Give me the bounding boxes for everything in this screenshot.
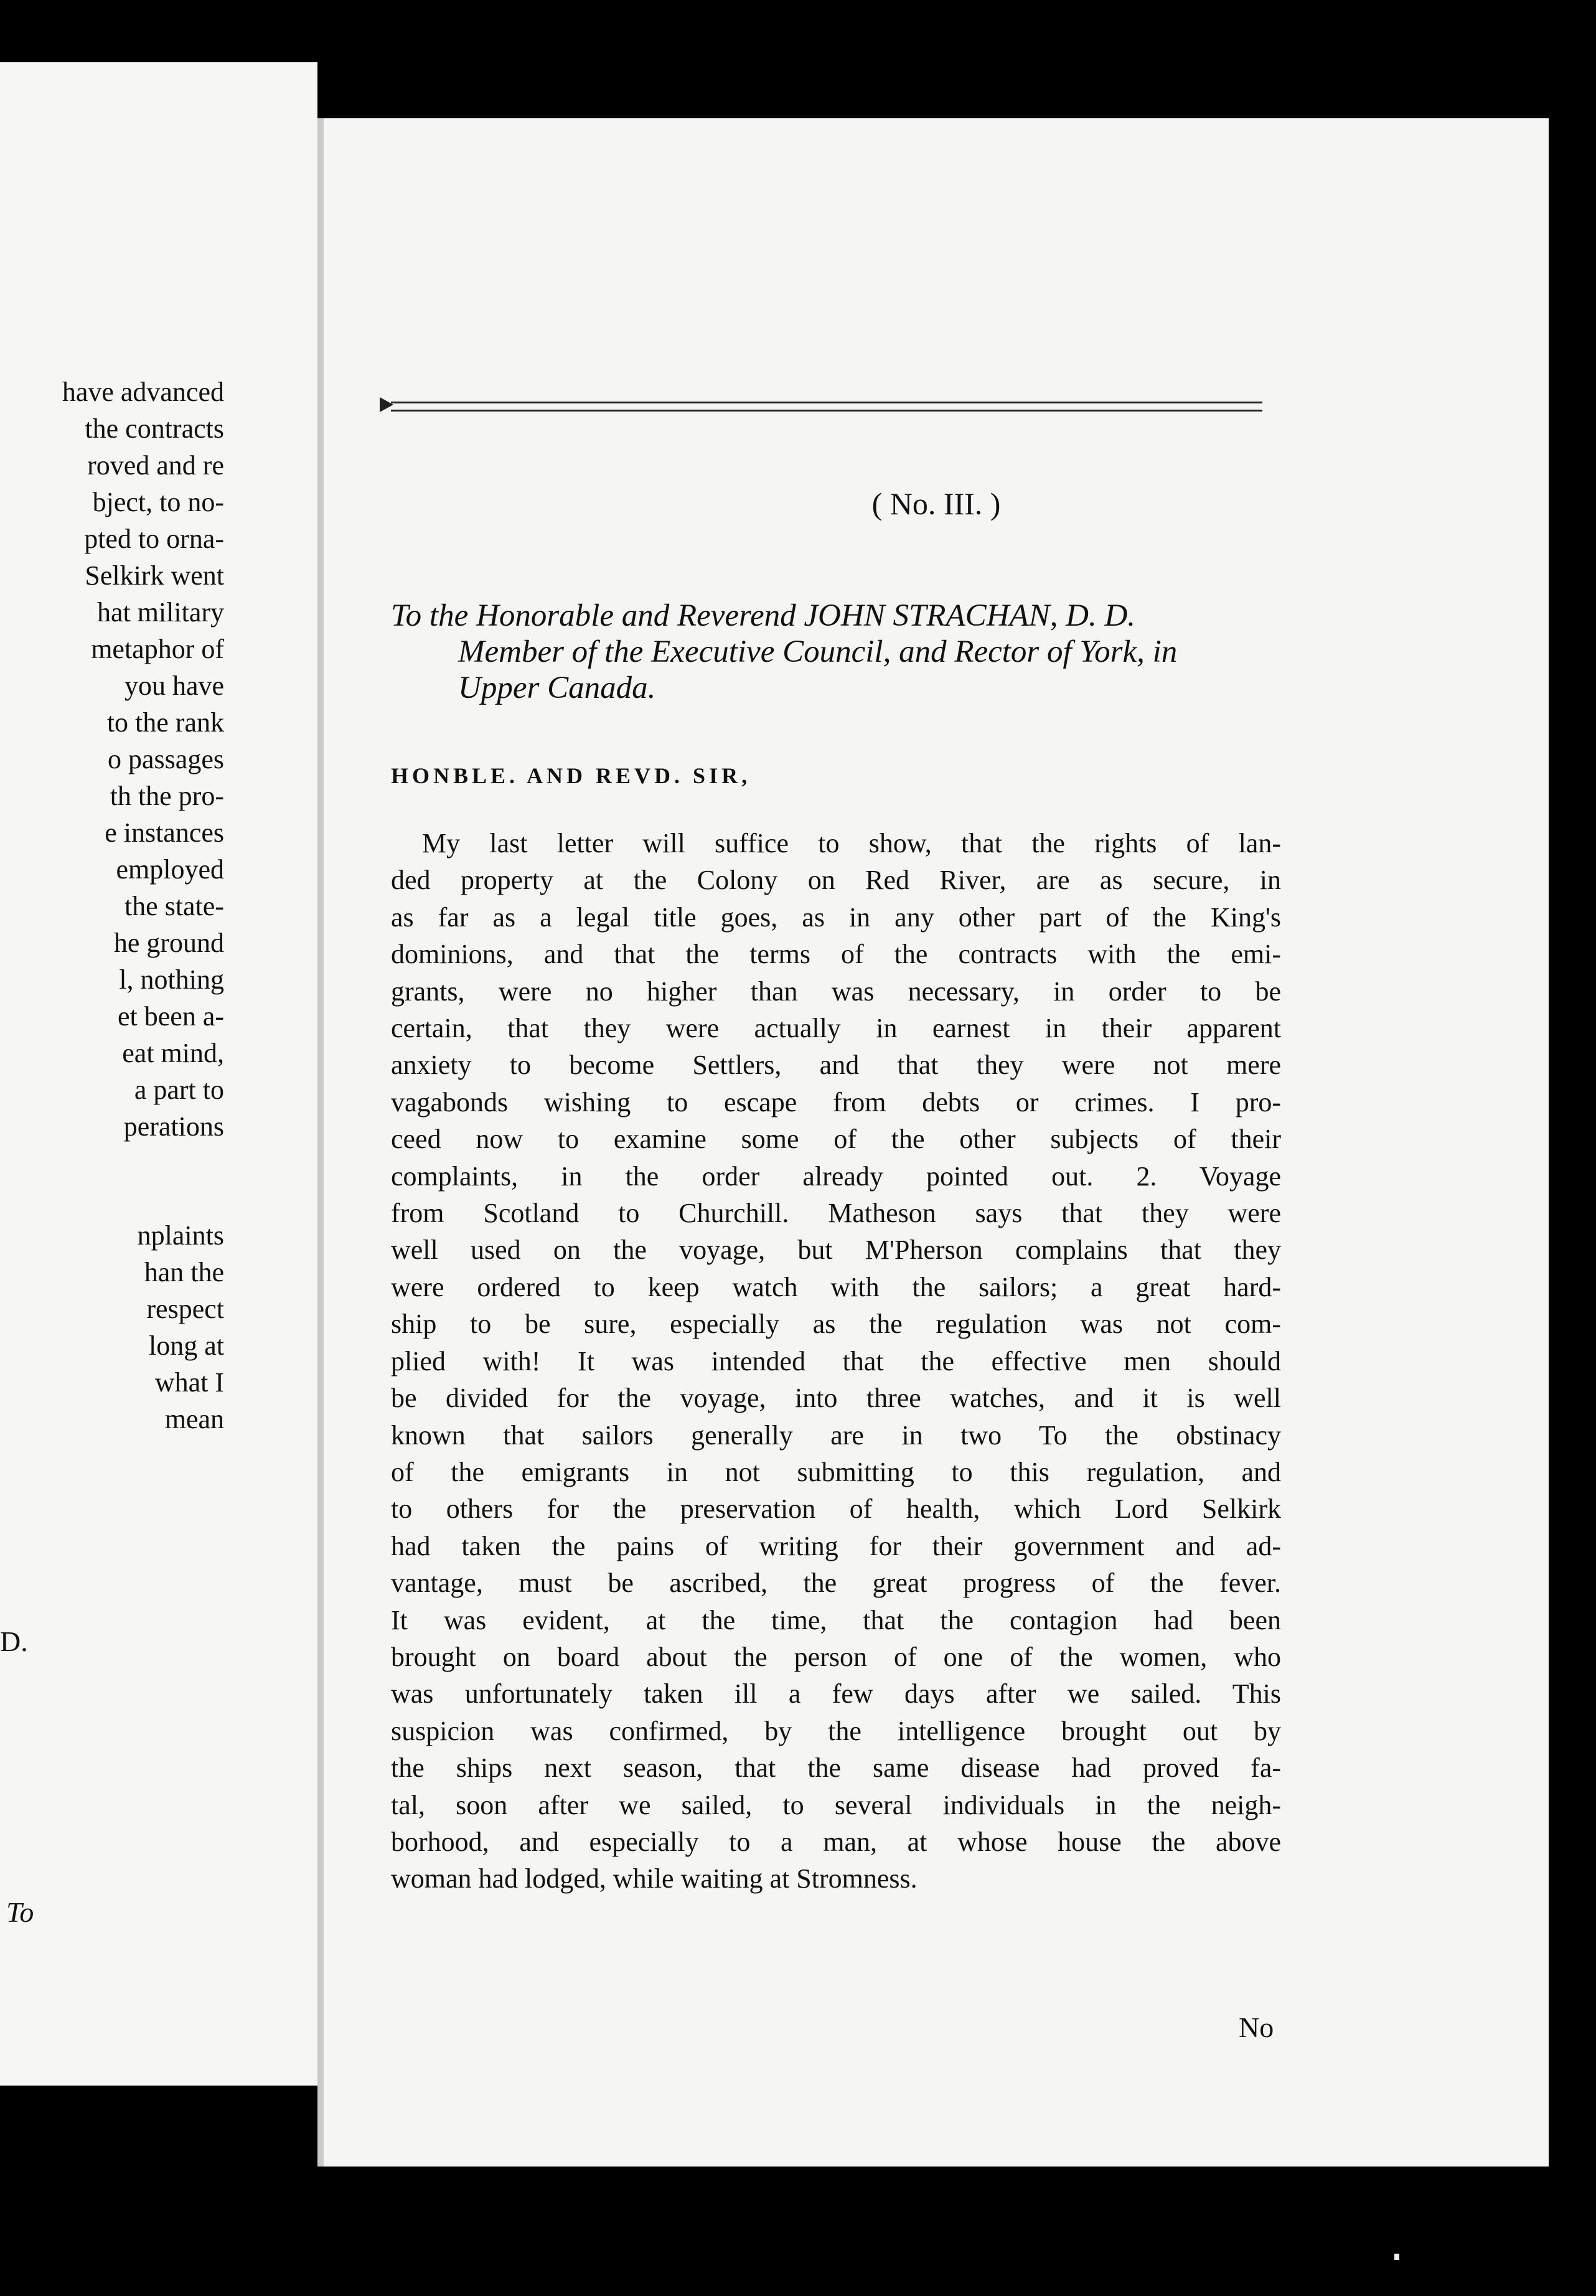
body-line: tal, soon after we sailed, to several individuals in the neigh- bbox=[391, 1789, 1281, 1820]
left-fragment-line: what I bbox=[154, 1367, 224, 1398]
left-fragment-line: he ground bbox=[113, 928, 224, 958]
left-fragment-line: l, nothing bbox=[119, 964, 224, 995]
left-fragment-line: pted to orna- bbox=[84, 524, 224, 554]
address-line-1: To the Honorable and Reverend JOHN STRACHAN, D. D. bbox=[391, 598, 1136, 633]
left-fragment-line: the contracts bbox=[85, 413, 224, 444]
body-line: known that sailors generally are in two To the obstinacy bbox=[391, 1419, 1281, 1451]
body-line: suspicion was confirmed, by the intelligence brought out by bbox=[391, 1715, 1281, 1746]
body-line: had taken the pains of writing for their government and ad- bbox=[391, 1530, 1281, 1561]
body-line: ceed now to examine some of the other subjects of their bbox=[391, 1124, 1281, 1155]
left-page-fragment-d: D. bbox=[0, 1626, 28, 1657]
letter-number: ( No. III. ) bbox=[871, 486, 1001, 521]
left-fragment-line: roved and re bbox=[87, 450, 224, 481]
letter-address bbox=[391, 598, 1275, 706]
address-line-2: Member of the Executive Council, and Rector of York, in bbox=[458, 634, 1178, 669]
left-fragment-line: employed bbox=[116, 854, 224, 885]
body-line: grants, were no higher than was necessary, in order to be bbox=[391, 976, 1281, 1007]
left-fragment-line: bject, to no- bbox=[92, 487, 224, 517]
left-fragment-line: mean bbox=[164, 1404, 224, 1434]
body-line: was unfortunately taken ill a few days after we sailed. This bbox=[391, 1678, 1281, 1710]
body-line: plied with! It was intended that the effective men should bbox=[391, 1345, 1281, 1376]
left-fragment-line: eat mind, bbox=[122, 1038, 224, 1068]
left-page bbox=[0, 62, 317, 2086]
left-fragment-line: et been a- bbox=[118, 1001, 224, 1032]
left-fragment-line: the state- bbox=[124, 891, 224, 921]
body-line: complaints, in the order already pointed out. 2. Voyage bbox=[391, 1160, 1281, 1192]
body-line: from Scotland to Churchill. Matheson says that they were bbox=[391, 1198, 1281, 1229]
body-line: dominions, and that the terms of the contracts with the emi- bbox=[391, 939, 1281, 970]
body-line: as far as a legal title goes, as in any other part of the King's bbox=[391, 901, 1281, 933]
left-fragment-line: hat military bbox=[96, 597, 224, 628]
body-line: certain, that they were actually in earnest in their apparent bbox=[391, 1013, 1281, 1044]
body-line: It was evident, at the time, that the contagion had been bbox=[391, 1604, 1281, 1635]
left-fragment-line: metaphor of bbox=[91, 634, 224, 664]
body-line: to others for the preservation of health, which Lord Selkirk bbox=[391, 1494, 1281, 1525]
body-line: of the emigrants in not submitting to this regulation, and bbox=[391, 1456, 1281, 1487]
catchword: No bbox=[1239, 2011, 1274, 2043]
right-page bbox=[324, 118, 1549, 2167]
body-line: My last letter will suffice to show, that the rights of lan- bbox=[422, 828, 1281, 859]
body-line: be divided for the voyage, into three watches, and it is well bbox=[391, 1383, 1281, 1414]
body-line: ship to be sure, especially as the regulation was not com- bbox=[391, 1309, 1281, 1340]
body-line: vantage, must be ascribed, the great progress of the fever. bbox=[391, 1568, 1281, 1599]
body-line: borhood, and especially to a man, at whose house the above bbox=[391, 1826, 1281, 1857]
body-line: well used on the voyage, but M'Pherson complains that they bbox=[391, 1235, 1281, 1266]
left-fragment-line: e instances bbox=[105, 817, 224, 848]
left-fragment-line: long at bbox=[149, 1330, 224, 1361]
body-line: woman had lodged, while waiting at Stromness. bbox=[391, 1863, 918, 1894]
left-fragment-line: o passages bbox=[108, 744, 224, 774]
left-fragment-line: to the rank bbox=[106, 707, 224, 738]
left-fragment-line: th the pro- bbox=[110, 781, 224, 811]
body-line: brought on board about the person of one of the women, who bbox=[391, 1641, 1281, 1672]
scan-speck bbox=[1394, 2254, 1399, 2260]
left-fragment-line: respect bbox=[146, 1294, 224, 1324]
left-fragment-line: nplaints bbox=[137, 1220, 224, 1251]
letter-body bbox=[391, 825, 1281, 1898]
salutation: HONBLE. AND REVD. SIR, bbox=[391, 763, 751, 788]
body-line: ded property at the Colony on Red River, are as secure, in bbox=[391, 865, 1281, 896]
left-fragment-line: you have bbox=[124, 670, 224, 701]
left-fragment-line: have advanced bbox=[62, 377, 224, 407]
left-fragment-line: Selkirk went bbox=[85, 560, 224, 591]
body-line: were ordered to keep watch with the sailors; a great hard- bbox=[391, 1271, 1281, 1302]
address-line-3: Upper Canada. bbox=[458, 670, 656, 705]
left-page-catchword: To bbox=[6, 1896, 34, 1928]
body-line: anxiety to become Settlers, and that they were not mere bbox=[391, 1050, 1281, 1081]
left-fragment-line: han the bbox=[144, 1257, 224, 1287]
left-fragment-line: a part to bbox=[134, 1075, 224, 1105]
left-fragment-line: perations bbox=[123, 1111, 224, 1142]
body-line: vagabonds wishing to escape from debts or crimes. I pro- bbox=[391, 1086, 1281, 1117]
double-rule bbox=[391, 402, 1262, 412]
body-line: the ships next season, that the same disease had proved fa- bbox=[391, 1753, 1281, 1784]
